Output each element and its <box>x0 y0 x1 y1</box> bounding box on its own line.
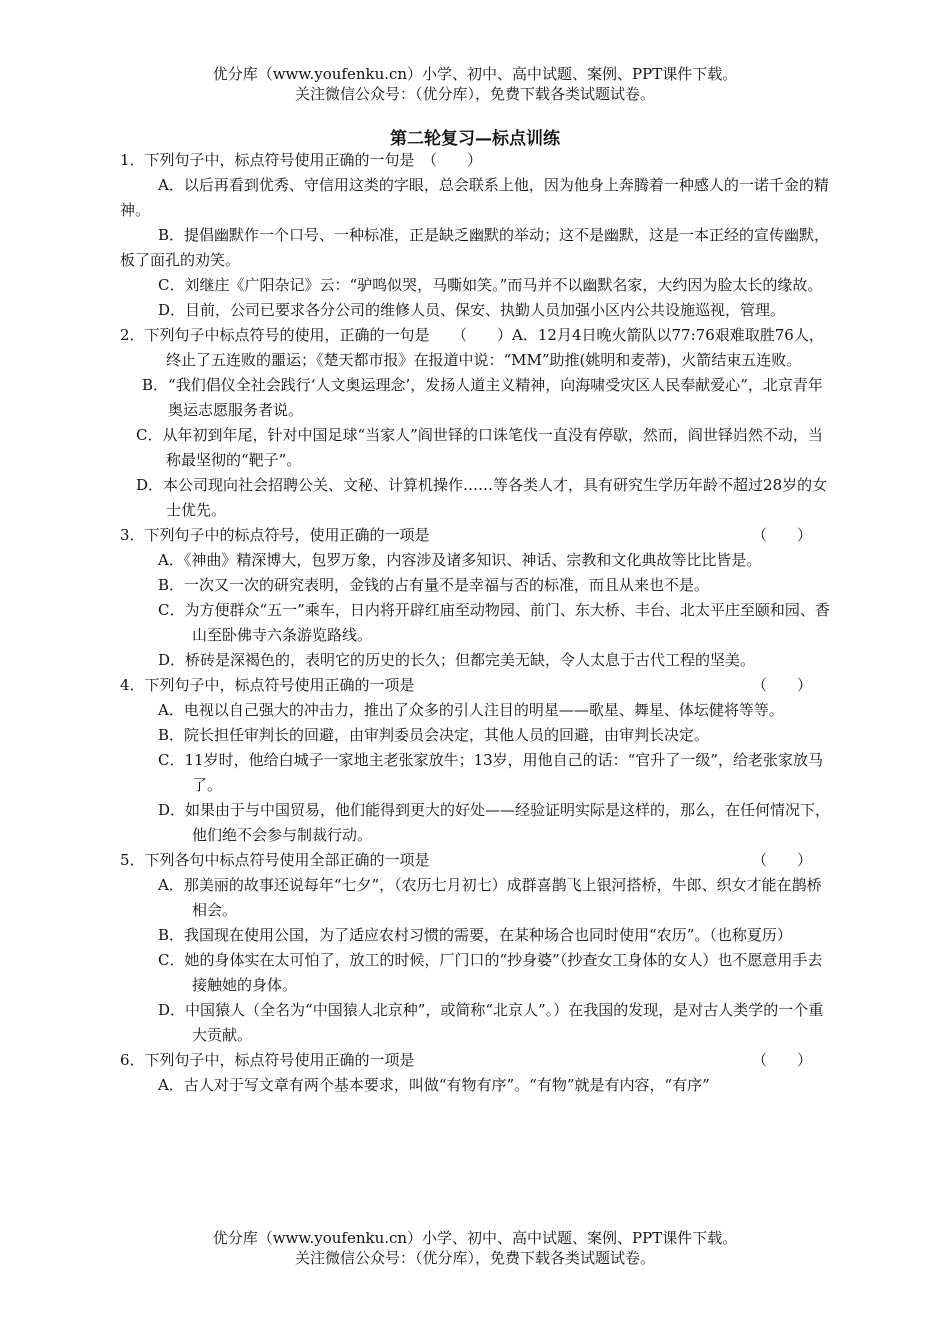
question-4-option-b: B．院长担任审判长的回避，由审判委员会决定，其他人员的回避，由审判长决定。 <box>158 726 710 744</box>
question-2-option-c: C．从年初到年尾，针对中国足球“当家人”阎世铎的口诛笔伐一直没有停歇，然而，阎世铎岿然不动，当称最坚彻的“靶子”。 <box>136 426 823 469</box>
header-line-2: 关注微信公众号：（优分库），免费下载各类试题试卷。 <box>294 85 655 103</box>
question-3-answer-bracket: （ ） <box>751 526 812 544</box>
question-5-option-c: C．她的身体实在太可怕了，放工的时候，厂门口的“抄身婆”（抄查女工身体的女人）也不愿意用手去接触她的身体。 <box>158 951 823 994</box>
question-4-option-d: D．如果由于与中国贸易，他们能得到更大的好处——经验证明实际是这样的，那么，在任何情况下，他们绝不会参与制裁行动。 <box>158 801 831 844</box>
question-4-stem: 4．下列句子中，标点符号使用正确的一项是 <box>120 676 415 694</box>
question-5-option-a: A．那美丽的故事还说每年“七夕”，（农历七月初七）成群喜鹊飞上银河搭桥，牛郎、织女才能在鹊桥相会。 <box>158 876 822 919</box>
footer-line-1: 优分库（www.youfenku.cn）小学、初中、高中试题、案例、PPT课件下载。 <box>212 1229 738 1247</box>
question-6-option-a: A．古人对于写文章有两个基本要求，叫做“有物有序”。“有物”就是有内容，“有序” <box>158 1076 710 1094</box>
question-3-option-d: D．桥砖是深褐色的，表明它的历史的长久；但都完美无缺，令人太息于古代工程的坚美。 <box>158 651 756 669</box>
question-6-answer-bracket: （ ） <box>751 1051 812 1069</box>
question-4-stem-row <box>120 673 832 698</box>
question-6-stem: 6．下列句子中，标点符号使用正确的一项是 <box>120 1051 415 1069</box>
page-title: 第二轮复习—标点训练 <box>390 129 560 149</box>
page-footer <box>0 1228 950 1268</box>
question-3-stem: 3．下列句子中的标点符号，使用正确的一项是 <box>120 526 430 544</box>
question-4-option-a: A．电视以自己强大的冲击力，推出了众多的引人注目的明星——歌星、舞星、体坛健将等等。 <box>158 701 784 719</box>
question-1-option-c: C．刘继庄《广阳杂记》云：“驴鸣似哭，马嘶如笑。”而马并不以幽默名家，大约因为脸太长的缘故。 <box>158 276 823 294</box>
question-4-answer-bracket: （ ） <box>751 676 812 694</box>
footer-line-2: 关注微信公众号：（优分库），免费下载各类试题试卷。 <box>294 1249 655 1267</box>
document-body <box>120 148 832 1098</box>
question-3-option-b: B．一次又一次的研究表明，金钱的占有量不是幸福与否的标准，而且从来也不是。 <box>158 576 710 594</box>
question-5-option-b: B．我国现在使用公国，为了适应农村习惯的需要，在某种场合也同时使用“农历”。（也称夏历） <box>158 926 792 944</box>
question-5-answer-bracket: （ ） <box>751 851 812 869</box>
question-2-option-d: D．本公司现向社会招聘公关、文秘、计算机操作……等各类人才，具有研究生学历年龄不超过28岁的女士优先。 <box>136 476 828 519</box>
header-line-1: 优分库（www.youfenku.cn）小学、初中、高中试题、案例、PPT课件下载。 <box>212 65 738 83</box>
question-3-option-a: A．《神曲》精深博大，包罗万象，内容涉及诸多知识、神话、宗教和文化典故等比比皆是。 <box>158 551 762 569</box>
page-header <box>0 64 950 104</box>
question-1-option-d: D．目前，公司已要求各分公司的维修人员、保安、执勤人员加强小区内公共设施巡视，管理。 <box>158 301 786 319</box>
question-5-stem-row <box>120 848 832 873</box>
question-1-option-b: B．提倡幽默作一个口号、一种标准，正是缺乏幽默的举动；这不是幽默，这是一本正经的宣传幽默，板了面孔的劝笑。 <box>120 226 830 269</box>
question-4-option-c: C．11岁时，他给白城子一家地主老张家放牛；13岁，用他自己的话：“官升了一级”，给老张家放马了。 <box>158 751 823 794</box>
question-5-option-d: D．中国猿人（全名为“中国猿人北京种”，或简称“北京人”。）在我国的发现，是对古人类学的一个重大贡献。 <box>158 1001 824 1044</box>
question-1-stem: 1．下列句子中，标点符号使用正确的一句是 （ ） <box>120 151 483 169</box>
question-3-stem-row <box>120 523 832 548</box>
question-3-option-c: C．为方便群众“五一”乘车，日内将开辟红庙至动物园、前门、东大桥、丰台、北太平庄至颐和园、香山至卧佛寺六条游览路线。 <box>158 601 830 644</box>
question-2-stem: 2．下列句子中标点符号的使用，正确的一句是 （ ）A．12月4日晚火箭队以77:76艰难取胜76人，终止了五连败的噩运；《楚天都市报》在报道中说：“MM”助推(姚明和麦蒂)，火箭结束五连败。 <box>120 326 824 369</box>
question-6-stem-row <box>120 1048 832 1073</box>
question-5-stem: 5．下列各句中标点符号使用全部正确的一项是 <box>120 851 430 869</box>
question-2-option-b: B．“我们倡仪全社会践行‘人文奥运理念’，发扬人道主义精神，向海啸受灾区人民奉献爱心”，北京青年奥运志愿服务者说。 <box>142 376 823 419</box>
question-1-option-a: A．以后再看到优秀、守信用这类的字眼，总会联系上他，因为他身上奔腾着一种感人的一诺千金的精神。 <box>120 176 829 219</box>
